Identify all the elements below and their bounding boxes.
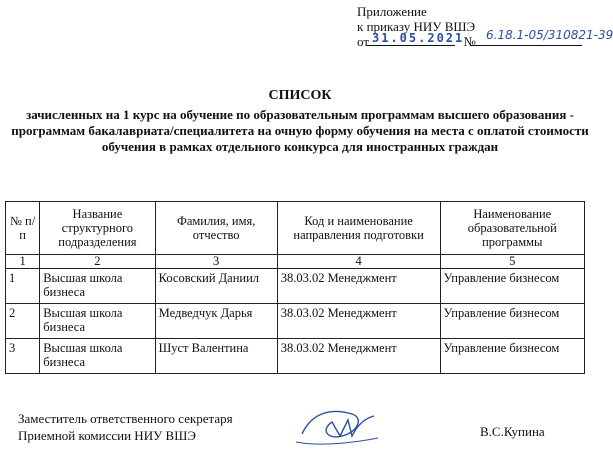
appendix-label: Приложение (357, 4, 427, 19)
department-cell: Высшая школа бизнеса (40, 304, 155, 339)
header-cell: № п/п (6, 202, 40, 255)
signer-position (18, 410, 233, 444)
column-number: 1 (6, 255, 40, 269)
header-cell: Фамилия, имя, отчество (155, 202, 277, 255)
date-underline (367, 45, 455, 46)
department-cell: Высшая школа бизнеса (40, 269, 155, 304)
row-index: 1 (6, 269, 40, 304)
signer-position-line1: Заместитель ответственного секретаря (18, 411, 233, 426)
appendix-order-label: к приказу НИУ ВШЭ (357, 19, 476, 34)
header-cell: Код и наименование направления подготовки (277, 202, 440, 255)
handwritten-signature (292, 402, 382, 452)
row-index: 3 (6, 339, 40, 374)
signer-name: В.С.Купина (480, 424, 545, 439)
department-cell: Высшая школа бизнеса (40, 339, 155, 374)
number-underline (470, 45, 582, 46)
program-code-cell: 38.03.02 Менеджмент (277, 304, 440, 339)
program-name-cell: Управление бизнесом (440, 304, 585, 339)
stamped-order-number: 6.18.1-05/310821-39 (486, 28, 613, 42)
signer-position-line2: Приемной комиссии НИУ ВШЭ (18, 428, 196, 443)
table-row (6, 304, 585, 339)
column-number: 5 (440, 255, 585, 269)
student-name-cell: Шуст Валентина (155, 339, 277, 374)
column-number: 4 (277, 255, 440, 269)
table-row (6, 339, 585, 374)
column-number-row (6, 255, 585, 269)
header-cell: Название структурного подразделения (40, 202, 155, 255)
program-code-cell: 38.03.02 Менеджмент (277, 269, 440, 304)
number-label: № (463, 34, 476, 49)
row-index: 2 (6, 304, 40, 339)
column-number: 3 (155, 255, 277, 269)
enrollment-table (5, 201, 585, 374)
table-header-row (6, 202, 585, 255)
program-name-cell: Управление бизнесом (440, 339, 585, 374)
document-title: СПИСОК (268, 88, 332, 103)
from-label: от (357, 34, 370, 49)
student-name-cell: Косовский Даниил (155, 269, 277, 304)
document-subtitle: зачисленных на 1 курс на обучение по образовательным программам высшего образования - программам бакалавриата/специалитета на очную форму обучения на места с оплатой стоимости обучения в рамках отдельного конкурса для иностранных граждан (11, 107, 589, 154)
program-name-cell: Управление бизнесом (440, 269, 585, 304)
student-name-cell: Медведчук Дарья (155, 304, 277, 339)
program-code-cell: 38.03.02 Менеджмент (277, 339, 440, 374)
stamped-date: 31.05.2021 (372, 31, 465, 45)
table-row (6, 269, 585, 304)
column-number: 2 (40, 255, 155, 269)
header-cell: Наименование образовательной программы (440, 202, 585, 255)
